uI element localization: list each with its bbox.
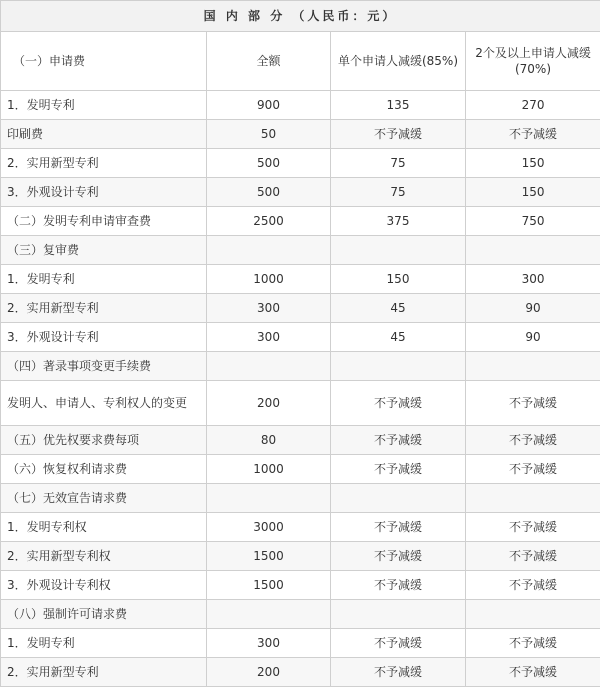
row-multi: 不予减缓 [466,381,600,426]
row-item: 发明人、申请人、专利权人的变更 [1,381,207,426]
row-single: 不予减缓 [331,381,466,426]
table-row [1,542,600,571]
row-multi: 不予减缓 [466,629,600,658]
row-multi [466,236,600,265]
table-row [1,91,600,120]
row-single: 45 [331,323,466,352]
row-full [207,352,331,381]
table-row [1,513,600,542]
row-single: 不予减缓 [331,513,466,542]
row-single: 不予减缓 [331,571,466,600]
table-row [1,294,600,323]
row-full: 80 [207,426,331,455]
row-single: 不予减缓 [331,629,466,658]
row-single [331,600,466,629]
table-row [1,352,600,381]
row-full: 3000 [207,513,331,542]
row-multi: 不予减缓 [466,455,600,484]
table-row [1,207,600,236]
table-row [1,265,600,294]
row-single: 不予减缓 [331,542,466,571]
row-item: 3．外观设计专利 [1,323,207,352]
row-single: 45 [331,294,466,323]
row-single: 不予减缓 [331,455,466,484]
row-item: （八）强制许可请求费 [1,600,207,629]
row-multi: 不予减缓 [466,120,600,149]
row-full: 200 [207,381,331,426]
row-full: 1500 [207,542,331,571]
row-multi: 90 [466,323,600,352]
row-full: 1000 [207,265,331,294]
table-row [1,629,600,658]
row-multi: 90 [466,294,600,323]
row-full: 200 [207,658,331,687]
table-row [1,658,600,687]
row-full: 1000 [207,455,331,484]
row-full [207,600,331,629]
row-full: 300 [207,629,331,658]
row-single: 75 [331,178,466,207]
header-item: （一）申请费 [1,32,207,91]
table-row [1,484,600,513]
row-multi: 不予减缓 [466,513,600,542]
row-item: （六）恢复权利请求费 [1,455,207,484]
row-multi: 不予减缓 [466,571,600,600]
table-row [1,323,600,352]
row-item: 2．实用新型专利权 [1,542,207,571]
row-item: （四）著录事项变更手续费 [1,352,207,381]
row-multi: 150 [466,149,600,178]
row-single: 不予减缓 [331,120,466,149]
row-single: 75 [331,149,466,178]
table-row [1,571,600,600]
header-single-applicant: 单个申请人减缓(85%) [331,32,466,91]
table-row [1,236,600,265]
table-row [1,178,600,207]
row-multi [466,600,600,629]
row-multi: 不予减缓 [466,542,600,571]
row-single: 不予减缓 [331,658,466,687]
header-multi-applicant: 2个及以上申请人减缓(70%) [466,32,600,91]
table-row [1,381,600,426]
row-item: （七）无效宣告请求费 [1,484,207,513]
table-row [1,120,600,149]
table-title-row [1,1,600,32]
row-single: 375 [331,207,466,236]
row-multi: 300 [466,265,600,294]
row-item: 印刷费 [1,120,207,149]
row-full: 300 [207,323,331,352]
row-item: 1．发明专利 [1,629,207,658]
row-multi: 750 [466,207,600,236]
row-item: 3．外观设计专利 [1,178,207,207]
row-full: 1500 [207,571,331,600]
row-item: 2．实用新型专利 [1,658,207,687]
row-single: 不予减缓 [331,426,466,455]
row-item: 1．发明专利 [1,91,207,120]
row-full [207,484,331,513]
row-full: 500 [207,149,331,178]
row-single: 135 [331,91,466,120]
row-full [207,236,331,265]
row-multi [466,484,600,513]
row-full: 50 [207,120,331,149]
row-multi: 不予减缓 [466,658,600,687]
header-full-amount: 全额 [207,32,331,91]
row-single [331,484,466,513]
row-item: 1．发明专利 [1,265,207,294]
table-header-row [1,32,600,91]
row-multi: 不予减缓 [466,426,600,455]
table-row [1,149,600,178]
row-single: 150 [331,265,466,294]
row-single [331,352,466,381]
row-item: 2．实用新型专利 [1,149,207,178]
row-item: （五）优先权要求费每项 [1,426,207,455]
table-row [1,600,600,629]
table-title: 国 内 部 分 （人民币：元） [1,1,600,32]
table-row [1,455,600,484]
row-multi [466,352,600,381]
row-item: 3．外观设计专利权 [1,571,207,600]
row-full: 900 [207,91,331,120]
row-multi: 270 [466,91,600,120]
row-single [331,236,466,265]
row-item: （二）发明专利申请审查费 [1,207,207,236]
row-item: 2．实用新型专利 [1,294,207,323]
table-row [1,426,600,455]
row-full: 300 [207,294,331,323]
row-item: （三）复审费 [1,236,207,265]
row-full: 2500 [207,207,331,236]
row-full: 500 [207,178,331,207]
row-multi: 150 [466,178,600,207]
row-item: 1．发明专利权 [1,513,207,542]
